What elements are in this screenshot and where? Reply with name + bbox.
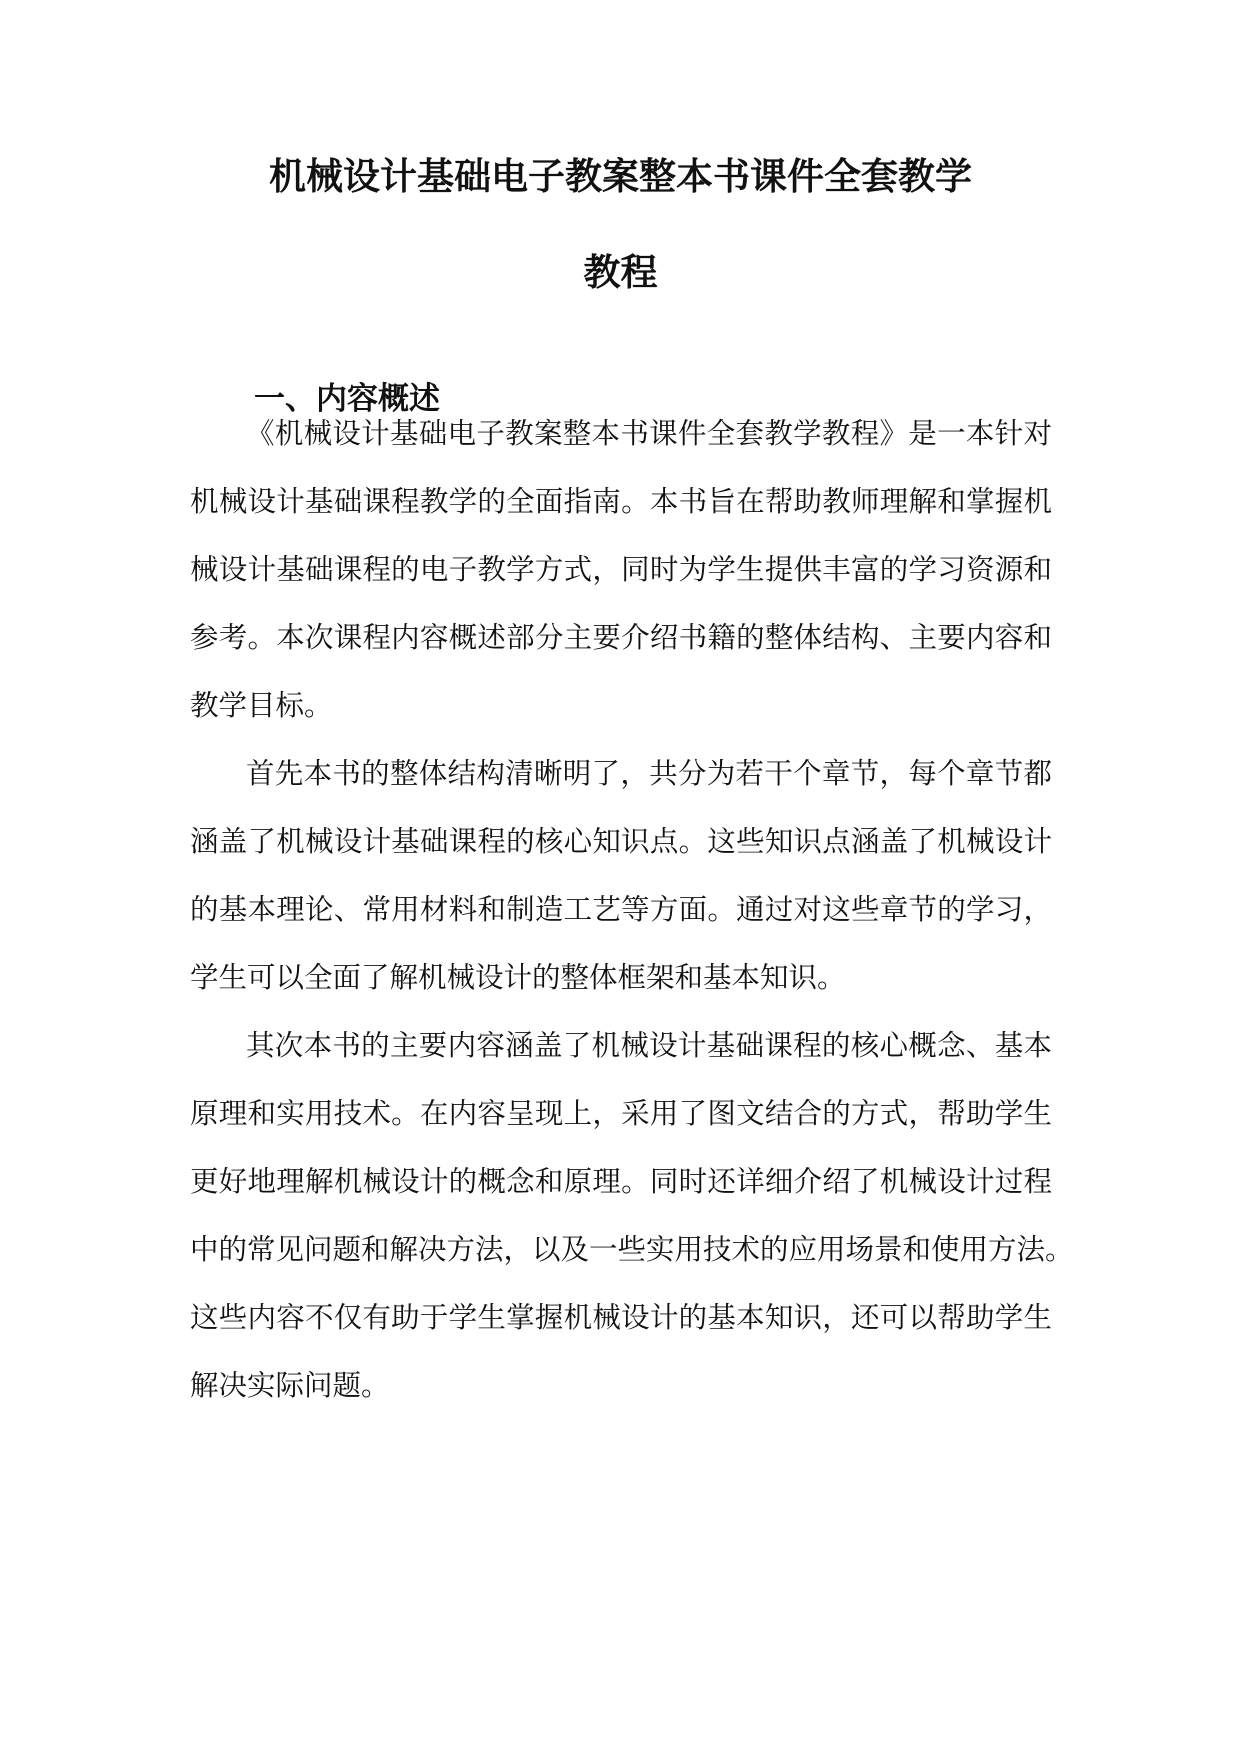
paragraph-1-line-2: 机械设计基础课程教学的全面指南。本书旨在帮助教师理解和掌握机 bbox=[190, 485, 1052, 518]
paragraph-3-line-4: 中的常见问题和解决方法，以及一些实用技术的应用场景和使用方法。 bbox=[190, 1233, 1074, 1266]
document-title-line-1: 机械设计基础电子教案整本书课件全套教学 bbox=[269, 154, 972, 198]
paragraph-2-line-1: 首先本书的整体结构清晰明了，共分为若干个章节，每个章节都 bbox=[246, 757, 1052, 790]
paragraph-1-line-4: 参考。本次课程内容概述部分主要介绍书籍的整体结构、主要内容和 bbox=[190, 621, 1052, 654]
paragraph-3-line-3: 更好地理解机械设计的概念和原理。同时还详细介绍了机械设计过程 bbox=[190, 1165, 1052, 1198]
document-title-line-2: 教程 bbox=[583, 250, 658, 294]
paragraph-3-line-5: 这些内容不仅有助于学生掌握机械设计的基本知识，还可以帮助学生 bbox=[190, 1301, 1052, 1334]
paragraph-1-line-1: 《机械设计基础电子教案整本书课件全套教学教程》是一本针对 bbox=[246, 417, 1052, 450]
paragraph-3-line-6: 解决实际问题。 bbox=[190, 1369, 390, 1402]
paragraph-1-line-5: 教学目标。 bbox=[190, 689, 333, 722]
paragraph-1-line-3: 械设计基础课程的电子教学方式，同时为学生提供丰富的学习资源和 bbox=[190, 553, 1052, 586]
paragraph-3-line-1: 其次本书的主要内容涵盖了机械设计基础课程的核心概念、基本 bbox=[246, 1029, 1052, 1062]
section-heading: 一、内容概述 bbox=[254, 381, 440, 417]
paragraph-2-line-3: 的基本理论、常用材料和制造工艺等方面。通过对这些章节的学习， bbox=[190, 893, 1052, 926]
paragraph-3-line-2: 原理和实用技术。在内容呈现上，采用了图文结合的方式，帮助学生 bbox=[190, 1097, 1052, 1130]
paragraph-2-line-2: 涵盖了机械设计基础课程的核心知识点。这些知识点涵盖了机械设计 bbox=[190, 825, 1052, 858]
paragraph-2-line-4: 学生可以全面了解机械设计的整体框架和基本知识。 bbox=[190, 961, 846, 994]
